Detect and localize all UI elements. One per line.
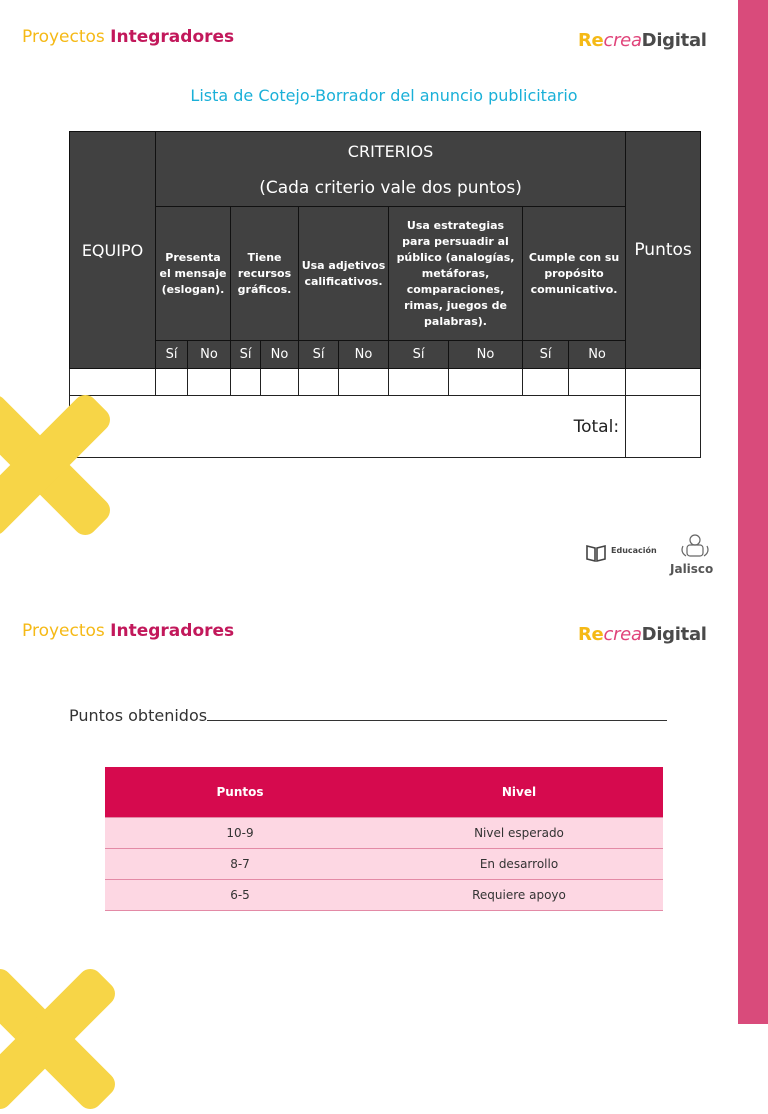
side-accent-bar [738,0,768,1024]
check-cell[interactable] [231,369,261,396]
levels-header-row [105,767,663,818]
jalisco-crest-icon [680,532,710,560]
yes-label: Sí [523,341,569,369]
yes-label: Sí [156,341,188,369]
equipo-header: EQUIPO [70,132,156,369]
points-cell[interactable] [626,369,701,396]
check-cell[interactable] [261,369,299,396]
brand-part2: Integradores [110,621,235,641]
points-range: 8-7 [105,849,375,880]
total-row [70,396,701,458]
check-cell[interactable] [389,369,449,396]
education-label: Educación [611,546,657,555]
no-label: No [261,341,299,369]
no-label: No [188,341,231,369]
criterion-recursos-graficos: Tiene recursos gráficos. [231,207,299,341]
level-name: Requiere apoyo [375,880,663,911]
puntos-header: Puntos [626,132,701,369]
points-obtained-label: Puntos obtenidos [69,706,208,725]
total-label: Total: [70,396,626,458]
check-cell[interactable] [299,369,339,396]
brand-part2: Integradores [110,27,235,47]
logo-part1: Re [578,30,604,51]
yes-label: Sí [389,341,449,369]
no-label: No [339,341,389,369]
recrea-digital-logo-page2 [578,624,707,645]
check-cell[interactable] [569,369,626,396]
yes-label: Sí [299,341,339,369]
document-title: Lista de Cotejo-Borrador del anuncio publicitario [190,86,578,105]
criterion-adjetivos: Usa adjetivos calificativos. [299,207,389,341]
logo-part3: Digital [641,624,707,645]
levels-table [105,767,663,911]
puntos-column-header: Puntos [105,767,375,818]
criterios-title: CRITERIOS [347,142,434,161]
points-obtained-line [69,706,667,725]
criterion-eslogan: Presenta el mensaje (eslogan). [156,207,231,341]
yes-label: Sí [231,341,261,369]
check-cell[interactable] [188,369,231,396]
brand-proyectos-integradores [22,27,234,47]
brand-part1: Proyectos [22,27,105,47]
points-obtained-blank[interactable] [207,706,667,721]
logo-part2: crea [603,624,642,645]
points-range: 6-5 [105,880,375,911]
recrea-digital-logo [578,30,707,51]
footer-logos [585,532,725,582]
table-row [105,880,663,911]
points-range: 10-9 [105,818,375,849]
check-cell[interactable] [449,369,523,396]
brand-proyectos-integradores-page2 [22,621,234,641]
checklist-table [69,131,701,458]
criterion-proposito: Cumple con su propósito comunicativo. [523,207,626,341]
team-row [70,369,701,396]
check-cell[interactable] [339,369,389,396]
jalisco-label: Jalisco [670,562,714,576]
check-cell[interactable] [523,369,569,396]
no-label: No [569,341,626,369]
check-cell[interactable] [156,369,188,396]
book-icon [585,543,607,563]
criterios-note: (Cada criterio vale dos puntos) [259,178,522,198]
logo-part3: Digital [641,30,707,51]
table-row [105,849,663,880]
level-name: Nivel esperado [375,818,663,849]
level-name: En desarrollo [375,849,663,880]
criterion-estrategias: Usa estrategias para persuadir al público (analogías, metáforas, comparaciones, rimas, juegos de palabras). [389,207,523,341]
logo-part2: crea [603,30,642,51]
criterios-header [156,132,626,207]
brand-part1: Proyectos [22,621,105,641]
nivel-column-header: Nivel [375,767,663,818]
table-row [105,818,663,849]
team-name-cell[interactable] [70,369,156,396]
logo-part1: Re [578,624,604,645]
total-points-cell[interactable] [626,396,701,458]
no-label: No [449,341,523,369]
